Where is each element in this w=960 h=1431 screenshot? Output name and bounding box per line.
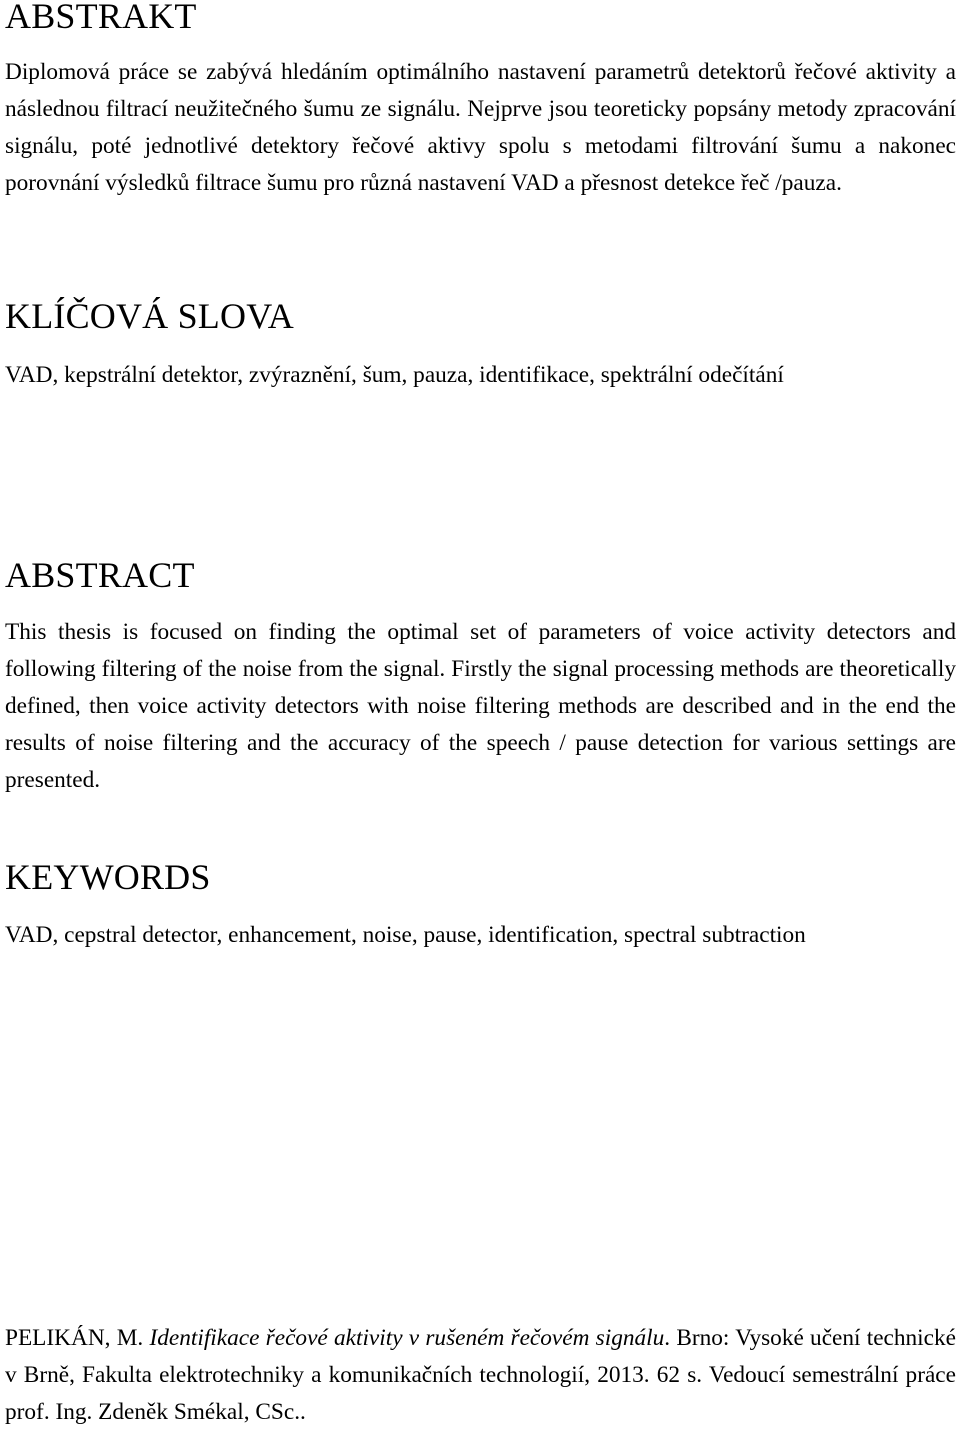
abstract-heading: ABSTRACT	[5, 555, 195, 595]
keywords-heading: KEYWORDS	[5, 857, 211, 897]
abstrakt-heading: ABSTRAKT	[5, 0, 197, 36]
keywords-text: VAD, cepstral detector, enhancement, noise, pause, identification, spectral subtraction	[5, 922, 806, 948]
abstract-text: This thesis is focused on finding the optimal set of parameters of voice activity detectors and following filtering of the noise from the signal. Firstly the signal processing methods are theoretically defined, then voice activity detectors with noise filtering methods are described and in the end the results of noise filtering and the accuracy of the speech / pause detection for various settings are presented.	[5, 619, 956, 793]
citation-title: Identifikace řečové aktivity v rušeném řečovém signálu	[149, 1325, 665, 1351]
citation-rest: . Brno: Vysoké učení technické v Brně, Fakulta elektrotechniky a komunikačních technologií, 2013. 62 s. Vedoucí semestrální práce prof. Ing. Zdeněk Smékal, CSc..	[5, 1325, 956, 1425]
citation-author: PELIKÁN, M.	[5, 1325, 150, 1351]
abstrakt-text: Diplomová práce se zabývá hledáním optimálního nastavení parametrů detektorů řečové aktivity a následnou filtrací neužitečného šumu ze signálu. Nejprve jsou teoreticky popsány metody zpracování signálu, poté jednotlivé detektory řečové aktivy spolu s metodami filtrování šumu a nakonec porovnání výsledků filtrace šumu pro různá nastavení VAD a přesnost detekce řeč /pauza.	[5, 59, 956, 196]
klicova-slova-text: VAD, kepstrální detektor, zvýraznění, šum, pauza, identifikace, spektrální odečítání	[5, 362, 784, 388]
klicova-slova-heading: KLÍČOVÁ SLOVA	[5, 296, 294, 336]
citation	[5, 1320, 956, 1431]
